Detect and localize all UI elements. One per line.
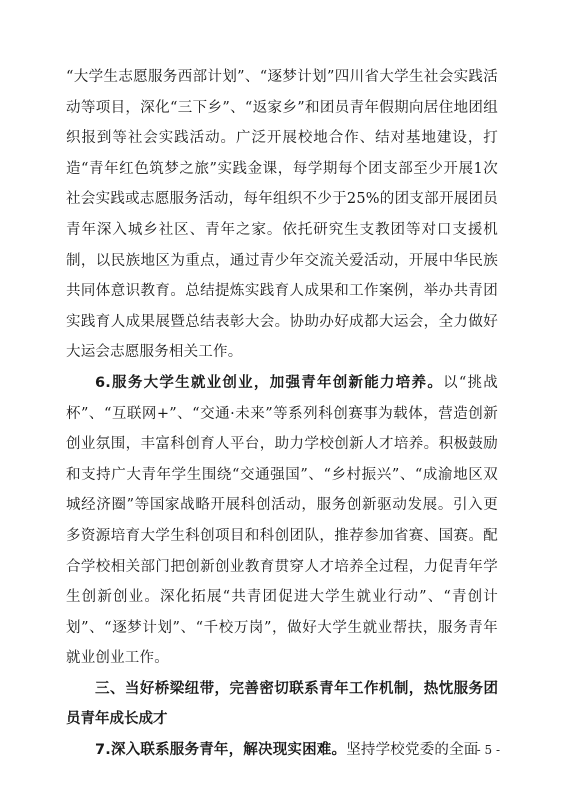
item-7-text: 坚持学校党委的全面 (346, 742, 479, 759)
paragraph-social-practice: “大学生志愿服务西部计划”、“逐梦计划”四川省大学生社会实践活动等项目，深化“三下乡”、“返家乡”和团员青年假期向居住地团组织报到等社会实践活动。广泛开展校地合作、结对基地建设，打造“青年红色筑梦之旅”实践金课，每学期每个团支部至少开展1次社会实践或志愿服务活动，每年组织不少于25%的团支部开展团员青年深入城乡社区、青年之家。依托研究生支教团等对口支援机制，以民族地区为重点，通过青少年交流关爱活动，开展中华民族共同体意识教育。总结提炼实践育人成果和工作案例，举办共青团实践育人成果展暨总结表彰大会。协助办好成都大运会，全力做好大运会志愿服务相关工作。 (66, 69, 498, 361)
document-body (66, 62, 498, 766)
item-6-lead: 6.服务大学生就业创业，加强青年创新能力培养。 (95, 374, 444, 391)
paragraph-item-7 (66, 735, 498, 766)
page-number: - 5 - (476, 743, 500, 757)
item-6-text: 以“挑战杯”、“互联网+”、“交通·未来”等系列科创赛事为载体，营造创新创业氛围，丰富科创育人平台，助力学校创新人才培养。积极鼓励和支持广大青年学生围绕“交通强国”、“乡村振兴”、“成渝地区双城经济圈”等国家战略开展科创活动，服务创新驱动发展。引入更多资源培育大学生科创项目和科创团队，推荐参加省赛、国赛。配合学校相关部门把创新创业教育贯穿人才培养全过程，力促青年学生创新创业。深化拓展“共青团促进大学生就业行动”、“青创计划”、“逐梦计划”、“千校万岗”，做好大学生就业帮扶，服务青年就业创业工作。 (66, 374, 498, 667)
section-heading-3: 三、当好桥梁纽带，完善密切联系青年工作机制，热忱服务团员青年成长成才 (66, 680, 498, 728)
paragraph-item-6 (66, 368, 498, 674)
item-7-lead: 7.深入联系服务青年，解决现实困难。 (95, 742, 347, 759)
